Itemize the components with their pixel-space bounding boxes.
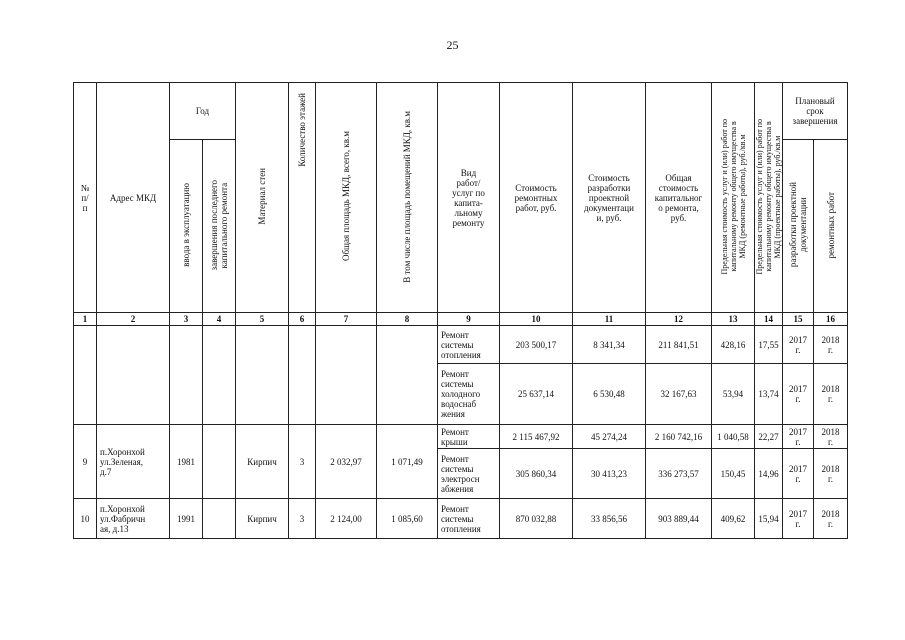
- cell-plan-design: 2017 г.: [783, 499, 814, 539]
- cell-plan-repair: 2018 г.: [814, 449, 848, 499]
- header-total-cost-label: Общая стоимость капитальног о ремонта, руб.: [654, 172, 703, 223]
- header-floors: [289, 83, 316, 313]
- cell-work-type: Ремонт крыши: [438, 425, 500, 449]
- column-number: 1: [74, 313, 97, 326]
- cell-last-repair: [203, 326, 236, 425]
- header-floors-label: Количество этажей: [297, 93, 307, 167]
- cell-premises-area: 1 085,60: [377, 499, 438, 539]
- header-num-label: № п/ п: [80, 182, 90, 213]
- table-row: [74, 326, 848, 364]
- column-number: 9: [438, 313, 500, 326]
- header-total-area-label: Общая площадь МКД, всего, кв.м: [341, 131, 351, 262]
- cell-plan-design: 2017 г.: [783, 326, 814, 364]
- cell-total-area: 2 032,97: [316, 425, 377, 499]
- column-number: 15: [783, 313, 814, 326]
- cell-floors: 3: [289, 425, 316, 499]
- cell-material: Кирпич: [236, 499, 289, 539]
- column-number: 2: [97, 313, 170, 326]
- column-number: 16: [814, 313, 848, 326]
- header-work-type-label: Вид работ/ услуг по капита- льному ремонту: [452, 167, 485, 228]
- cell-last-repair: [203, 425, 236, 499]
- cell-plan-design: 2017 г.: [783, 425, 814, 449]
- cell-design-cost: 8 341,34: [573, 326, 646, 364]
- header-limit-design: [755, 83, 783, 313]
- cell-limit-design: 22,27: [755, 425, 783, 449]
- cell-repair-cost: 305 860,34: [500, 449, 573, 499]
- cell-num: [74, 326, 97, 425]
- header-plan-group-label: Плановый срок завершения: [792, 96, 838, 126]
- table-row: [74, 499, 848, 539]
- cell-work-type: Ремонт системы отопления: [438, 499, 500, 539]
- cell-limit-design: 14,96: [755, 449, 783, 499]
- cell-plan-repair: 2018 г.: [814, 364, 848, 425]
- cell-plan-repair: 2018 г.: [814, 326, 848, 364]
- header-design-cost-label: Стоимость разработки проектной документаци и, руб.: [584, 172, 634, 223]
- cell-work-type: Ремонт системы холодного водоснаб жения: [438, 364, 500, 425]
- column-number: 8: [377, 313, 438, 326]
- header-year-group-label: Год: [195, 106, 210, 116]
- cell-year: 1991: [170, 499, 203, 539]
- column-number: 3: [170, 313, 203, 326]
- header-wall-material-label: Материал стен: [257, 168, 267, 225]
- header-design-cost: [573, 83, 646, 313]
- cell-address: [97, 326, 170, 425]
- cell-work-type: Ремонт системы электросн абжения: [438, 449, 500, 499]
- capital-repair-table: [73, 82, 848, 539]
- column-number: 12: [646, 313, 712, 326]
- cell-material: [236, 326, 289, 425]
- column-number: 13: [712, 313, 755, 326]
- cell-limit-repair: 409,62: [712, 499, 755, 539]
- header-wall-material: [236, 83, 289, 313]
- column-number: 4: [203, 313, 236, 326]
- cell-floors: 3: [289, 499, 316, 539]
- header-plan-repair-label: ремонтных работ: [825, 191, 836, 259]
- cell-limit-design: 17,55: [755, 326, 783, 364]
- cell-total-cost: 2 160 742,16: [646, 425, 712, 449]
- cell-year: [170, 326, 203, 425]
- header-premises-area-label: В том числе площадь помещений МКД, кв.м: [402, 110, 412, 283]
- cell-limit-design: 13,74: [755, 364, 783, 425]
- cell-design-cost: 45 274,24: [573, 425, 646, 449]
- cell-total-cost: 336 273,57: [646, 449, 712, 499]
- column-number: 7: [316, 313, 377, 326]
- cell-plan-repair: 2018 г.: [814, 499, 848, 539]
- cell-plan-design: 2017 г.: [783, 449, 814, 499]
- header-premises-area: [377, 83, 438, 313]
- cell-design-cost: 30 413,23: [573, 449, 646, 499]
- cell-repair-cost: 203 500,17: [500, 326, 573, 364]
- cell-plan-design: 2017 г.: [783, 364, 814, 425]
- header-plan-group: [783, 83, 848, 140]
- cell-address: п.Хоронхой ул.Фабричн ая, д.13: [97, 499, 170, 539]
- header-year-last-repair-label: завершения последнего капитального ремонта: [209, 179, 229, 271]
- header-repair-cost: [500, 83, 573, 313]
- header-plan-design-label: разработки проектной документации: [788, 182, 808, 268]
- column-number: 5: [236, 313, 289, 326]
- header-total-cost: [646, 83, 712, 313]
- header-repair-cost-label: Стоимость ремонтных работ, руб.: [514, 182, 558, 213]
- cell-total-cost: 211 841,51: [646, 326, 712, 364]
- header-year-group: [170, 83, 236, 140]
- cell-floors: [289, 326, 316, 425]
- column-number: 10: [500, 313, 573, 326]
- cell-total-area: [316, 326, 377, 425]
- header-year-last-repair: [203, 140, 236, 313]
- cell-design-cost: 33 856,56: [573, 499, 646, 539]
- column-number-row: [74, 313, 848, 326]
- cell-num: 10: [74, 499, 97, 539]
- cell-total-cost: 903 889,44: [646, 499, 712, 539]
- cell-limit-repair: 53,94: [712, 364, 755, 425]
- cell-limit-repair: 428,16: [712, 326, 755, 364]
- header-plan-design: [783, 140, 814, 313]
- header-year-commission: [170, 140, 203, 313]
- cell-year: 1981: [170, 425, 203, 499]
- cell-plan-repair: 2018 г.: [814, 425, 848, 449]
- header-limit-repair: [712, 83, 755, 313]
- cell-premises-area: [377, 326, 438, 425]
- cell-total-cost: 32 167,63: [646, 364, 712, 425]
- cell-repair-cost: 870 032,88: [500, 499, 573, 539]
- header-address: [97, 83, 170, 313]
- header-year-commission-label: ввода в эксплуатацию: [181, 183, 191, 267]
- header-limit-design-label: Предельная стоимость услуг и (или) работ по капитальному ремонту общего имущества в МКД (проектные работы), руб./кв.м: [755, 118, 782, 275]
- cell-limit-design: 15,94: [755, 499, 783, 539]
- header-address-label: Адрес МКД: [109, 192, 157, 203]
- column-number: 14: [755, 313, 783, 326]
- cell-material: Кирпич: [236, 425, 289, 499]
- cell-limit-repair: 1 040,58: [712, 425, 755, 449]
- column-number: 11: [573, 313, 646, 326]
- table-row: [74, 425, 848, 449]
- header-work-type: [438, 83, 500, 313]
- cell-design-cost: 6 530,48: [573, 364, 646, 425]
- header-plan-repair: [814, 140, 848, 313]
- cell-repair-cost: 2 115 467,92: [500, 425, 573, 449]
- cell-total-area: 2 124,00: [316, 499, 377, 539]
- cell-limit-repair: 150,45: [712, 449, 755, 499]
- cell-repair-cost: 25 637,14: [500, 364, 573, 425]
- cell-work-type: Ремонт системы отопления: [438, 326, 500, 364]
- header-limit-repair-label: Предельная стоимость услуг и (или) работ по капитальному ремонту общего имущества в МКД (ремонтные работы), руб./кв.м: [719, 118, 747, 275]
- cell-last-repair: [203, 499, 236, 539]
- page-number: 25: [446, 38, 459, 52]
- header-total-area: [316, 83, 377, 313]
- column-number: 6: [289, 313, 316, 326]
- cell-premises-area: 1 071,49: [377, 425, 438, 499]
- header-num: [74, 83, 97, 313]
- cell-num: 9: [74, 425, 97, 499]
- cell-address: п.Хоронхой ул.Зеленая, д.7: [97, 425, 170, 499]
